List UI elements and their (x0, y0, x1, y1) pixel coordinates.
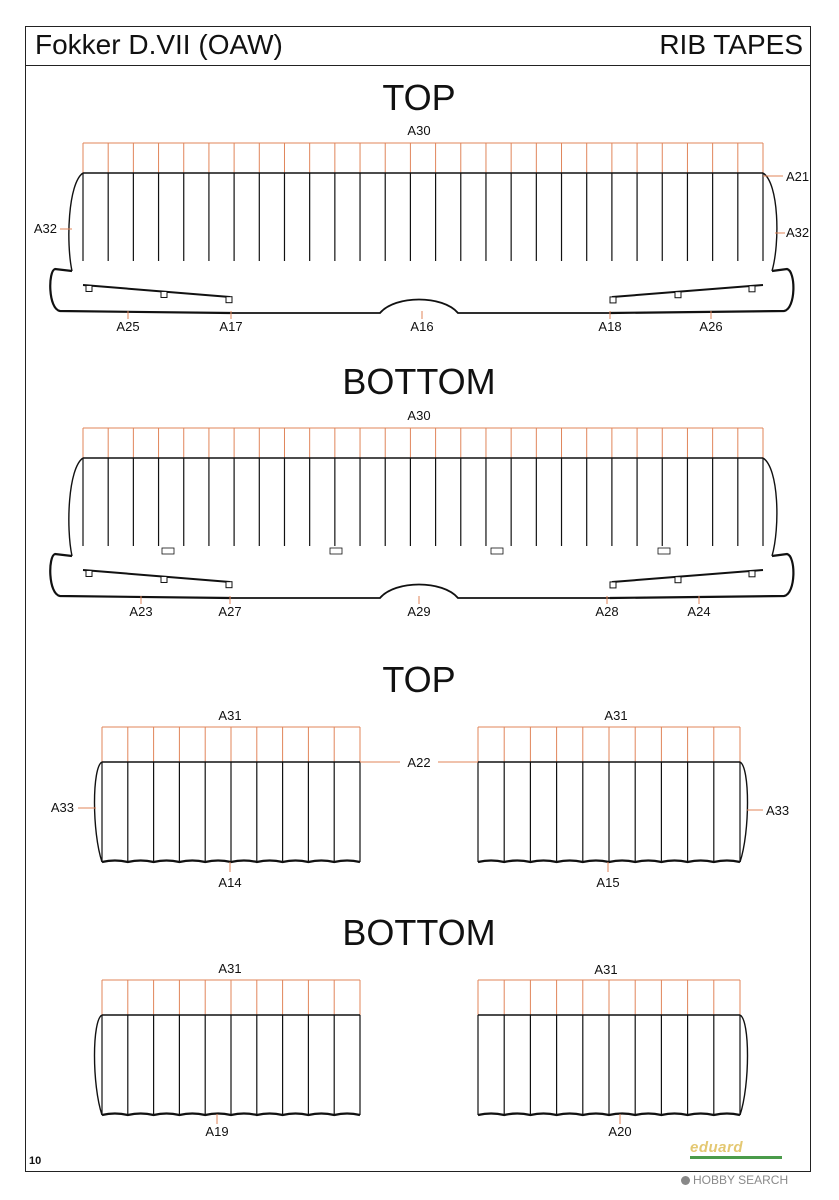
watermark (681, 1173, 788, 1187)
callout-tip-left-edge: A32 (33, 221, 57, 236)
callout-aileron-right-inner: A28 (595, 604, 619, 619)
callout-tip-right-edge: A32 (786, 225, 810, 240)
callout-center-cutout: A29 (407, 604, 431, 619)
callout-rib-tape-right: A31 (594, 962, 618, 977)
aileron-hinge-left (83, 285, 230, 297)
callout-aileron-right-inner: A18 (598, 319, 622, 334)
callout-trailing-right: A15 (596, 875, 620, 890)
hinge-marker (226, 297, 232, 303)
lower-tip-right (740, 1015, 748, 1115)
lower-tip-right (740, 762, 748, 862)
lower-tip-left (95, 762, 103, 862)
wing-tip-left (69, 458, 83, 556)
callout-aileron-left: A25 (116, 319, 140, 334)
hinge-marker (675, 577, 681, 583)
hinge-marker (749, 571, 755, 577)
page-number: 10 (29, 1155, 42, 1167)
callout-rib-tape: A30 (407, 408, 431, 423)
callout-aileron-left-inner: A17 (219, 319, 243, 334)
callout-aileron-left-inner: A27 (218, 604, 242, 619)
document-title: Fokker D.VII (OAW) (35, 29, 283, 60)
callout-rib-tape: A30 (407, 123, 431, 138)
inspection-panel (162, 548, 174, 554)
inspection-panel (491, 548, 503, 554)
aileron-right-outline (610, 269, 793, 313)
brand-logo: eduard (690, 1139, 744, 1156)
inspection-panel (330, 548, 342, 554)
wing-tip-right (763, 173, 777, 271)
watermark-text: HOBBY SEARCH (693, 1173, 789, 1187)
view-title-bottom-upper: BOTTOM (342, 361, 496, 402)
callout-center-cutout: A16 (410, 319, 434, 334)
callout-tip-right: A33 (766, 803, 790, 818)
callout-trailing-right: A20 (608, 1124, 632, 1139)
callout-trailing-left: A14 (218, 875, 242, 890)
section-title: RIB TAPES (659, 29, 803, 60)
hinge-marker (86, 285, 92, 291)
hinge-marker (749, 286, 755, 292)
hinge-marker (161, 291, 167, 297)
hinge-marker (610, 297, 616, 303)
center-cutout-outline (230, 585, 610, 599)
aileron-left-outline (50, 554, 230, 598)
hinge-marker (86, 570, 92, 576)
callout-tip-left: A33 (50, 800, 74, 815)
wing-tip-left (69, 173, 83, 271)
callout-aileron-left: A23 (129, 604, 153, 619)
hinge-marker (675, 292, 681, 298)
wing-tip-right (763, 458, 777, 556)
aileron-left-outline (50, 269, 230, 313)
view-title-bottom-lower: BOTTOM (342, 912, 496, 953)
aileron-hinge-right (612, 285, 763, 297)
hinge-marker (161, 576, 167, 582)
center-cutout-outline (230, 300, 610, 314)
callout-rib-tape-left: A31 (218, 708, 242, 723)
callout-center: A22 (407, 755, 431, 770)
aileron-right-outline (610, 554, 793, 598)
callout-trailing-left: A19 (205, 1124, 229, 1139)
lower-tip-left (95, 1015, 103, 1115)
aileron-hinge-left (83, 570, 230, 582)
inspection-panel (658, 548, 670, 554)
hinge-marker (226, 582, 232, 588)
callout-aileron-right: A26 (699, 319, 723, 334)
callout-aileron-right: A24 (687, 604, 711, 619)
hinge-marker (610, 582, 616, 588)
view-title-top-upper: TOP (382, 77, 456, 118)
watermark-icon (681, 1176, 690, 1185)
callout-tip-right: A21 (786, 169, 810, 184)
callout-rib-tape-left: A31 (218, 961, 242, 976)
view-title-top-lower: TOP (382, 659, 456, 700)
aileron-hinge-right (612, 570, 763, 582)
brand-underline (690, 1156, 782, 1159)
callout-rib-tape-right: A31 (604, 708, 628, 723)
